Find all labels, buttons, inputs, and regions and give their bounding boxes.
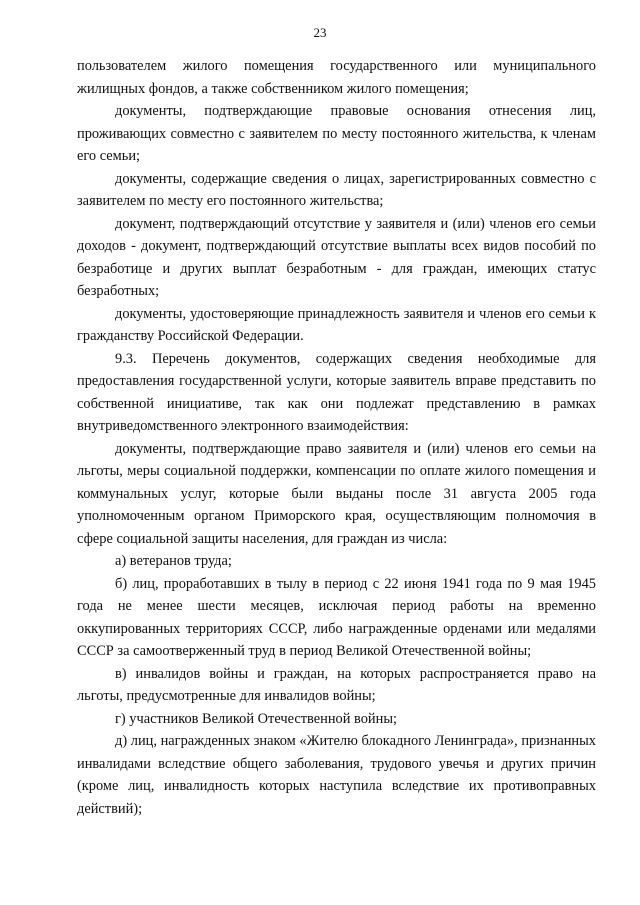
list-item-g: г) участников Великой Отечественной войны; bbox=[115, 710, 397, 727]
list-item-d: д) лиц, награжденных знаком «Жителю блокадного Ленинграда», признанных инвалидами вследствие общего заболевания, трудового увечья и других причин (кроме лиц, инвалидность которых наступила вследствие их противоправных действий); bbox=[77, 733, 596, 817]
paragraph: документы, содержащие сведения о лицах, зарегистрированных совместно с заявителем по месту его постоянного жительства; bbox=[77, 170, 596, 209]
section-9-3-paragraph: 9.3. Перечень документов, содержащих сведения необходимые для предоставления государственной услуги, которые заявитель вправе представить по собственной инициативе, так как они подлежат представлению в рамках внутриведомственного электронного взаимодействия: bbox=[77, 350, 596, 434]
paragraph: документы, удостоверяющие принадлежность заявителя и членов его семьи к гражданству Российской Федерации. bbox=[77, 305, 596, 344]
list-item-v: в) инвалидов войны и граждан, на которых распространяется право на льготы, предусмотренные для инвалидов войны; bbox=[77, 665, 596, 704]
paragraph: документы, подтверждающие право заявителя и (или) членов его семьи на льготы, меры социальной поддержки, компенсации по оплате жилого помещения и коммунальных услуг, которые были выданы после 31 августа 2005 года уполномоченным органом Приморского края, осуществляющим полномочия в сфере социальной защиты населения, для граждан из числа: bbox=[77, 440, 596, 547]
paragraph: документ, подтверждающий отсутствие у заявителя и (или) членов его семьи доходов - документ, подтверждающий отсутствие выплаты всех видов пособий по безработице и других выплат безработным - для граждан, имеющих статус безработных; bbox=[77, 215, 596, 299]
page-number: 23 bbox=[313, 25, 327, 40]
list-item-b: б) лиц, проработавших в тылу в период с 22 июня 1941 года по 9 мая 1945 года не менее шести месяцев, исключая период работы на временно оккупированных территориях СССР, либо награжденные орденами или медалями СССР за самоотверженный труд в период Великой Отечественной войны; bbox=[77, 575, 596, 659]
list-item-a: а) ветеранов труда; bbox=[115, 553, 232, 569]
paragraph-continuation: пользователем жилого помещения государственного или муниципального жилищных фондов, а также собственником жилого помещения; bbox=[77, 58, 596, 97]
paragraph: документы, подтверждающие правовые основания отнесения лиц, проживающих совместно с заявителем по месту постоянного жительства, к членам его семьи; bbox=[77, 103, 596, 164]
document-body bbox=[77, 55, 596, 820]
